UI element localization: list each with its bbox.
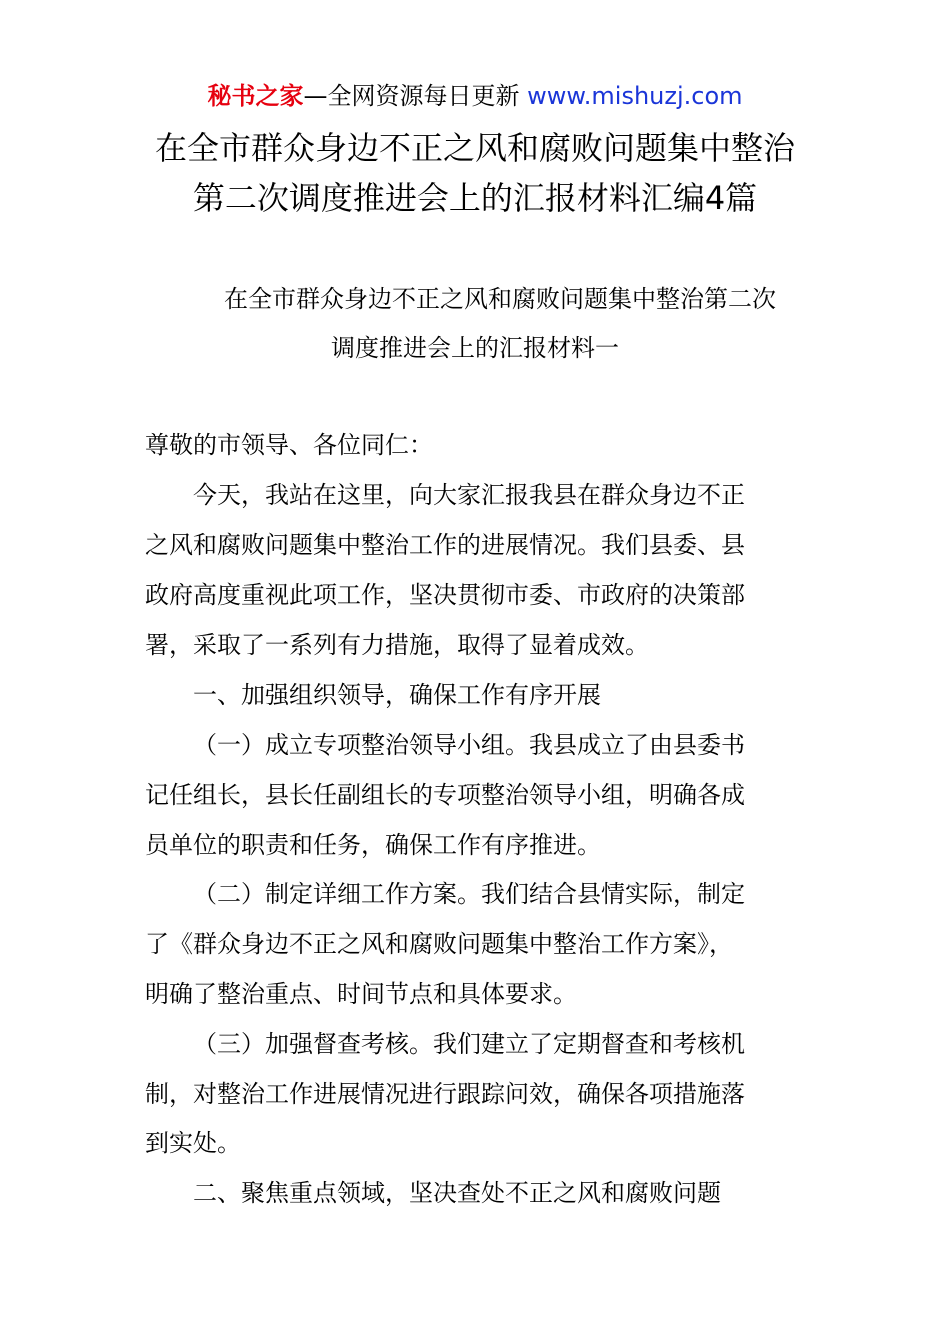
document-title-line-2: 第二次调度推进会上的汇报材料汇编4篇 [192,179,758,217]
paragraph-line: 署，采取了一系列有力措施，取得了显着成效。 [145,631,649,659]
header-tagline: —全网资源每日更新 [303,82,520,110]
paragraph-line: （一）成立专项整治领导小组。我县成立了由县委书 [193,731,745,759]
site-header [0,80,950,112]
paragraph-line: 了《群众身边不正之风和腐败问题集中整治工作方案》， [145,930,733,958]
section-title-line-1: 在全市群众身边不正之风和腐败问题集中整治第二次 [224,285,776,313]
document-title-line-1: 在全市群众身边不正之风和腐败问题集中整治 [154,129,795,167]
section-heading: 一、加强组织领导，确保工作有序开展 [193,681,601,709]
salutation: 尊敬的市领导、各位同仁： [145,431,433,459]
paragraph-line: 之风和腐败问题集中整治工作的进展情况。我们县委、县 [145,531,745,559]
paragraph-line: 政府高度重视此项工作，坚决贯彻市委、市政府的决策部 [145,581,745,609]
paragraph-line: （二）制定详细工作方案。我们结合县情实际，制定 [193,880,745,908]
brand-name: 秘书之家 [207,82,304,110]
section-heading: 二、聚焦重点领域，坚决查处不正之风和腐败问题 [193,1179,721,1207]
paragraph-line: 记任组长，县长任副组长的专项整治领导小组，明确各成 [145,781,745,809]
site-url-link[interactable]: www.mishuzj.com [527,82,743,110]
paragraph-line: 今天，我站在这里，向大家汇报我县在群众身边不正 [193,481,745,509]
paragraph-line: 制，对整治工作进展情况进行跟踪问效，确保各项措施落 [145,1080,745,1108]
paragraph-line: （三）加强督查考核。我们建立了定期督查和考核机 [193,1030,745,1058]
paragraph-line: 明确了整治重点、时间节点和具体要求。 [145,980,577,1008]
section-title-line-2: 调度推进会上的汇报材料一 [331,334,619,362]
paragraph-line: 到实处。 [145,1129,241,1157]
paragraph-line: 员单位的职责和任务，确保工作有序推进。 [145,831,601,859]
